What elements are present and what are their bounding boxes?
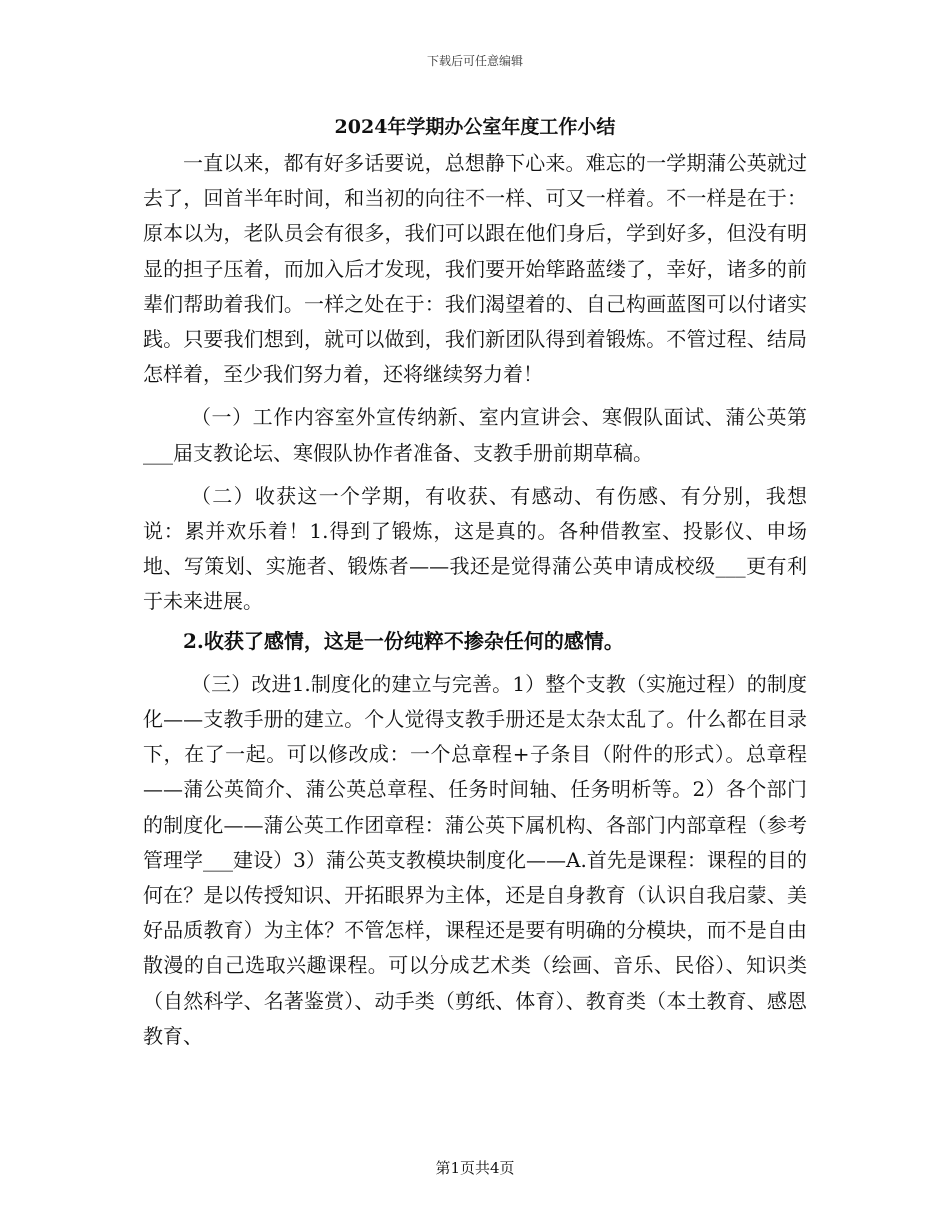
document-title: 2024年学期办公室年度工作小结 <box>334 116 616 138</box>
page-header: 下载后可任意编辑 <box>426 54 523 68</box>
document-body <box>143 146 807 1054</box>
paragraph-intro: 一直以来，都有好多话要说，总想静下心来。难忘的一学期蒲公英就过去了，回首半年时间，和当初的向往不一样、可又一样着。不一样是在于：原本以为，老队员会有很多，我们可以跟在他们身后，学到好多，但没有明显的担子压着，而加入后才发现，我们要开始筚路蓝缕了，幸好，诸多的前辈们帮助着我们。一样之处在于：我们渴望着的、自己构画蓝图可以付诸实践。只要我们想到，就可以做到，我们新团队得到着锻炼。不管过程、结局怎样着，至少我们努力着，还将继续努力着！ <box>143 151 807 387</box>
paragraph-gains: （二）收获这一个学期，有收获、有感动、有伤感、有分别，我想说：累并欢乐着！1.得到了锻炼，这是真的。各种借教室、投影仪、申场地、写策划、实施者、锻炼者——我还是觉得蒲公英申请成校级___更有利于未来进展。 <box>143 483 807 614</box>
paragraph-improvements: （三）改进1.制度化的建立与完善。1）整个支教（实施过程）的制度化——支教手册的建立。个人觉得支教手册还是太杂太乱了。什么都在目录下，在了一起。可以修改成：一个总章程+子条目（附件的形式）。总章程——蒲公英简介、蒲公英总章程、任务时间轴、任务明析等。2）各个部门的制度化——蒲公英工作团章程：蒲公英下属机构、各部门内部章程（参考管理学___建设）3）蒲公英支教模块制度化——A.首先是课程：课程的目的何在？是以传授知识、开拓眼界为主体，还是自身教育（认识自我启蒙、美好品质教育）为主体？不管怎样，课程还是要有明确的分模块，而不是自由散漫的自己选取兴趣课程。可以分成艺术类（绘画、音乐、民俗）、知识类（自然科学、名著鉴赏）、动手类（剪纸、体育）、教育类（本土教育、感恩教育、 <box>143 671 807 1048</box>
page-number: 第1页共4页 <box>435 1159 515 1177</box>
paragraph-work-content: （一）工作内容室外宣传纳新、室内宣讲会、寒假队面试、蒲公英第___届支教论坛、寒假队协作者准备、支教手册前期草稿。 <box>143 405 807 465</box>
paragraph-gains-emotion: 2.收获了感情，这是一份纯粹不掺杂任何的感情。 <box>183 628 624 653</box>
